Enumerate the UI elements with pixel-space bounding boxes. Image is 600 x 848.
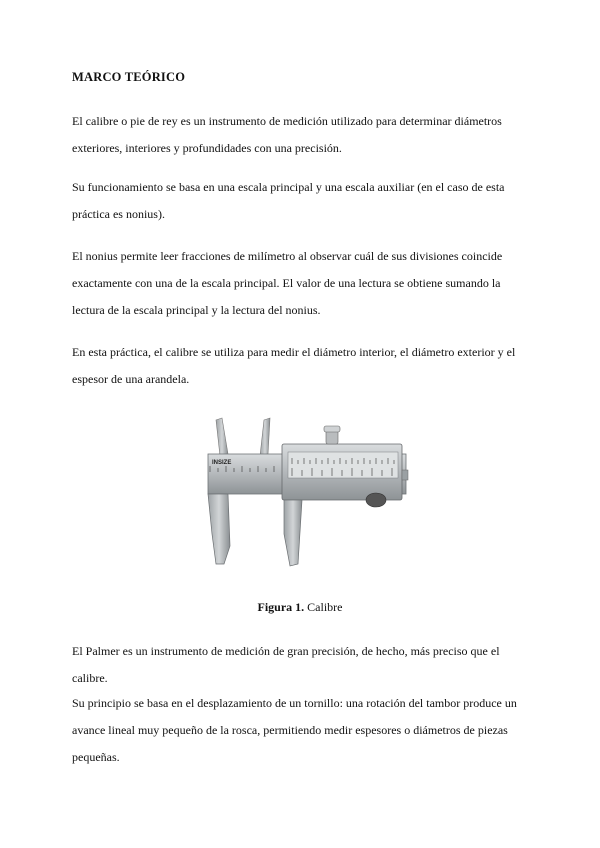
caliper-brand-text: INSIZE	[212, 460, 232, 466]
paragraph-palmer-definition: El Palmer es un instrumento de medición de gran precisión, de hecho, más preciso que el calibre.	[72, 644, 500, 685]
figure-caption	[0, 600, 600, 615]
section-heading: MARCO TEÓRICO	[72, 70, 186, 84]
paragraph-practice-use: En esta práctica, el calibre se utiliza para medir el diámetro interior, el diámetro exterior y el espesor de una arandela.	[72, 345, 516, 386]
paragraph-nonius: El nonius permite leer fracciones de milímetro al observar cuál de sus divisiones coincide exactamente con una de la escala principal. El valor de una lectura se obtiene sumando la lectura de la escala principal y la lectura del nonius.	[72, 249, 503, 317]
paragraph-calibre-function: Su funcionamiento se basa en una escala principal y una escala auxiliar (en el caso de esta práctica es nonius).	[72, 180, 505, 221]
paragraph-calibre-definition: El calibre o pie de rey es un instrumento de medición utilizado para determinar diámetros exteriores, interiores y profundidades con una precisión.	[72, 114, 502, 155]
figure-caption-label: Figura 1.	[257, 600, 305, 614]
vernier-caliper-image	[198, 414, 410, 568]
figure-caption-text: Calibre	[304, 600, 343, 614]
paragraph-palmer-principle: Su principio se basa en el desplazamiento de un tornillo: una rotación del tambor produce un avance lineal muy pequeño de la rosca, permitiendo medir espesores o diámetros de piezas pequeñas.	[72, 696, 517, 764]
